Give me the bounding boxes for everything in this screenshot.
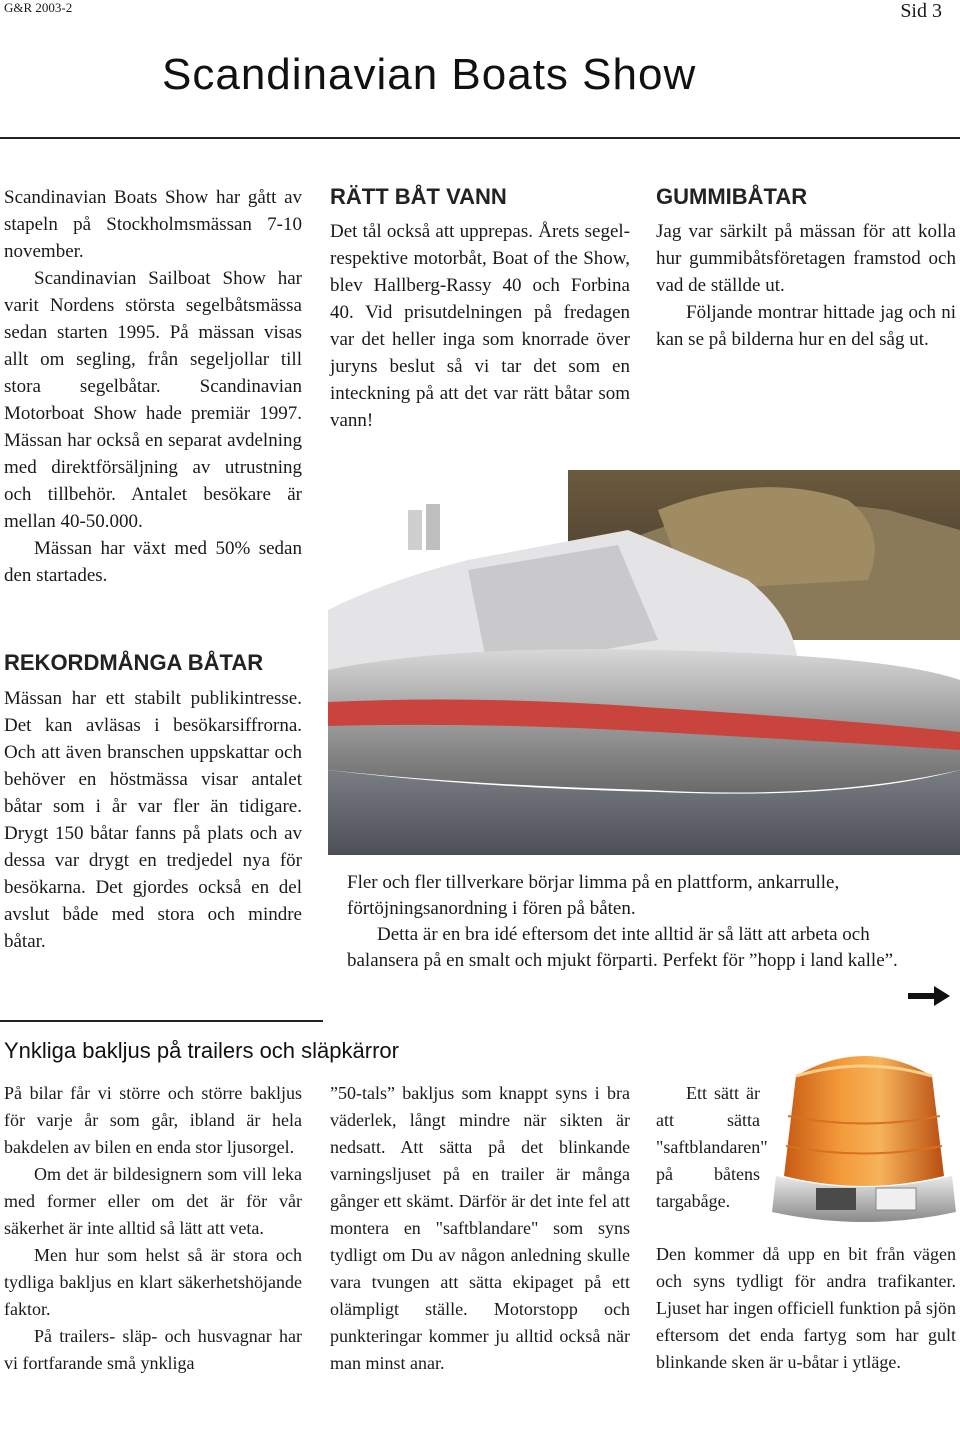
page-number: Sid 3 <box>900 0 942 22</box>
photo-caption <box>347 870 942 974</box>
page-title: Scandinavian Boats Show <box>162 50 697 99</box>
issue-label: G&R 2003-2 <box>4 0 73 15</box>
ynkliga-column-1 <box>4 1080 302 1377</box>
caption-paragraph: Fler och fler tillverkare börjar limma på en plattform, ankarrulle, förtöjningsanordning i fören på båten. <box>347 872 840 919</box>
intro-column <box>4 184 302 589</box>
ynkliga-paragraph: På trailers- släp- och husvagnar har vi fortfarande små ynkliga <box>4 1326 302 1373</box>
ynkliga-paragraph: På bilar får vi större och större bakljus för varje år som går, ibland är hela bakdelen av bilen en enda stor ljusorgel. <box>4 1083 302 1157</box>
inflatable-boat-photo <box>328 470 960 855</box>
ynkliga-heading: Ynkliga bakljus på trailers och släpkärror <box>4 1038 399 1063</box>
rekord-column <box>4 685 302 955</box>
right-arrow-icon <box>908 986 950 1006</box>
ratt-paragraph: Det tål också att upprepas. Årets segel- respektive motorbåt, Boat of the Show, blev Hallberg-Rassy 40 och Forbina 40. Vid prisutdelningen på fredagen var det heller inga som knorrade över juryns beslut så vi tar det som en inteckning på att det var rätt båtar som vann! <box>330 221 630 431</box>
ratt-column <box>330 218 630 434</box>
ratt-heading: RÄTT BÅT VANN <box>330 184 507 209</box>
ynkliga-column-3b <box>656 1241 956 1376</box>
ynkliga-paragraph: Den kommer då upp en bit från vägen och syns tydligt för andra trafikanter. Ljuset har ingen officiell funktion på sjön eftersom det enda fartyg som har gult blinkande sken är u-båtar i ytläge. <box>656 1244 956 1372</box>
gummi-paragraph: Jag var särkilt på mässan för att kolla hur gummibåtsföretagen framstod och vad de ställde ut. <box>656 221 956 296</box>
gummi-heading: GUMMIBÅTAR <box>656 184 808 209</box>
rekord-paragraph: Mässan har ett stabilt publikintresse. Det kan avläsas i besökarsiffrorna. Och att även branschen uppskattar och behöver en höstmässa visar antalet båtar som i år var fler än tidigare. Drygt 150 båtar fanns på plats och av dessa var drygt en tredjedel nya för besökarna. Det gjordes också en del avslut både med stora och mindre båtar. <box>4 688 302 952</box>
caption-paragraph: Detta är en bra idé eftersom det inte alltid är så lätt att arbeta och balansera på en smalt och mjukt förparti. Perfekt för ”hopp i land kalle”. <box>347 924 898 971</box>
ynkliga-column-2 <box>330 1080 630 1377</box>
section-rule <box>0 1020 323 1022</box>
intro-paragraph: Scandinavian Boats Show har gått av stapeln på Stockholmsmässan 7-10 november. <box>4 187 302 262</box>
ynkliga-column-3a <box>656 1080 768 1215</box>
intro-paragraph: Mässan har växt med 50% sedan den startades. <box>4 538 302 586</box>
ynkliga-paragraph: Men hur som helst så är stora och tydliga bakljus en klart säkerhetshöjande faktor. <box>4 1245 302 1319</box>
ynkliga-paragraph: Ett sätt är att sätta "saftblandaren" på båtens targabåge. <box>656 1083 768 1211</box>
rekord-heading: REKORDMÅNGA BÅTAR <box>4 650 264 675</box>
title-rule <box>0 137 960 139</box>
ynkliga-paragraph: ”50-tals” bakljus som knappt syns i bra väderlek, långt mindre när sikten är nedsatt. Att sätta på det blinkande varningsljuset på en trailer är många gånger ett skämt. Därför är det inte fel att montera en "saftblandare" som syns tydligt om Du av någon anledning skulle vara tvungen att sätta ekipaget på ett olämpligt ställe. Motorstopp och punkteringar kommer ju alltid också när man minst anar. <box>330 1083 630 1373</box>
gummi-column <box>656 218 956 353</box>
ynkliga-paragraph: Om det är bildesignern som vill leka med former eller om det är för vår säkerhet är inte alltid så lätt att veta. <box>4 1164 302 1238</box>
warning-lamp-photo <box>768 1036 960 1232</box>
gummi-paragraph: Följande montrar hittade jag och ni kan se på bilderna hur en del såg ut. <box>656 302 956 350</box>
intro-paragraph: Scandinavian Sailboat Show har varit Nordens största segelbåtsmässa sedan starten 1995. På mässan visas allt om segling, från segeljollar till stora segelbåtar. Scandinavian Motorboat Show hade premiär 1997. Mässan har också en separat avdelning med direktförsäljning av utrustning och tillbehör. Antalet besökare är mellan 40-50.000. <box>4 268 302 532</box>
